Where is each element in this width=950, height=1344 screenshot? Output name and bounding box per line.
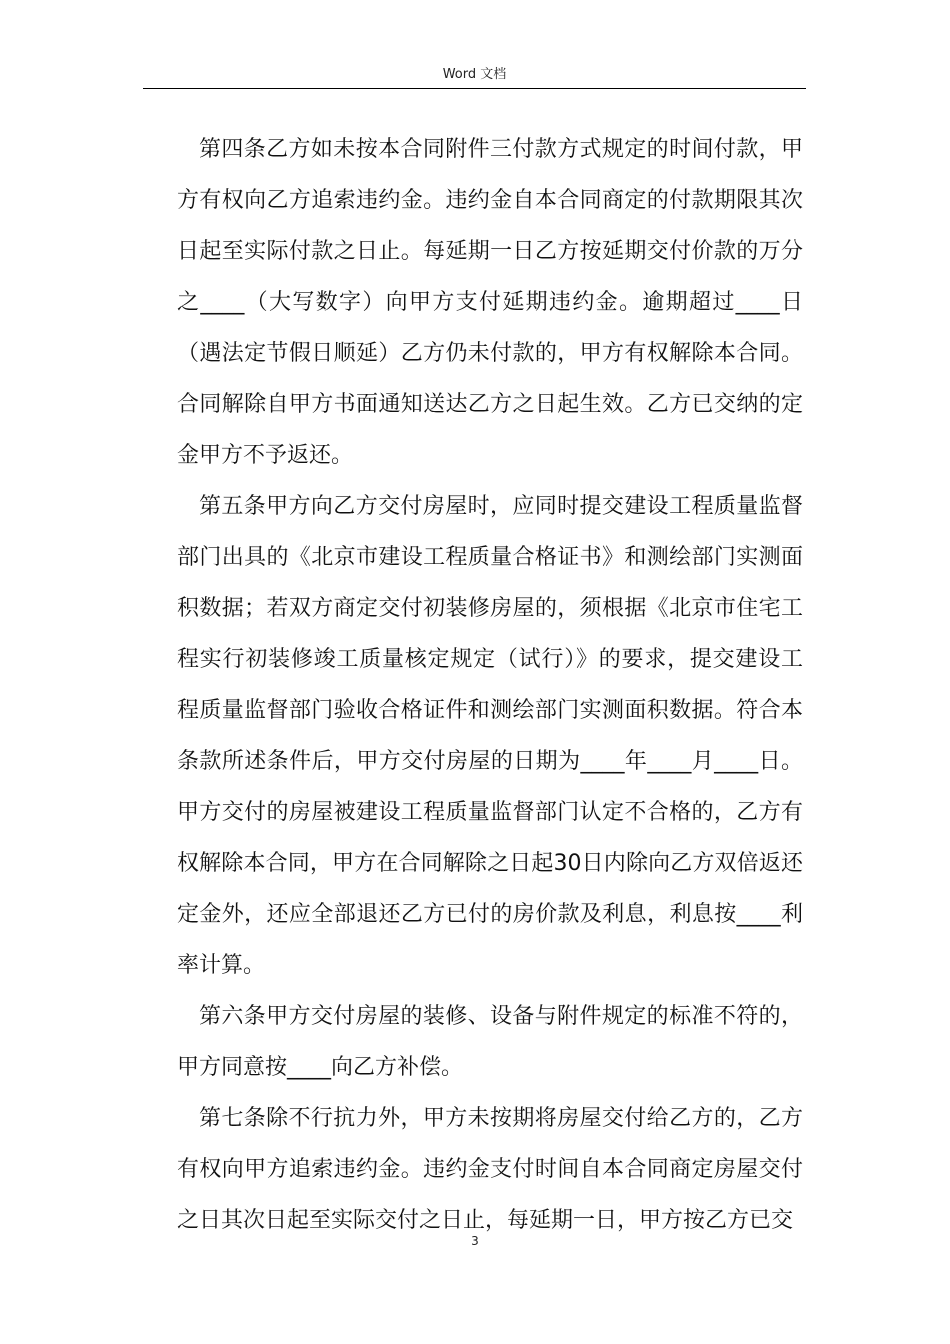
paragraph-article-7: 第七条除不行抗力外，甲方未按期将房屋交付给乙方的，乙方有权向甲方追索违约金。违约金支付时间自本合同商定房屋交付之日其次日起至实际交付之日止，每延期一日，甲方按乙方已交 [177, 1106, 803, 1233]
paragraph-article-4: 第四条乙方如未按本合同附件三付款方式规定的时间付款，甲方有权向乙方追索违约金。违约金自本合同商定的付款期限其次日起至实际付款之日止。每延期一日乙方按延期交付价款的万分之____（大写数字）向甲方支付延期违约金。逾期超过____日（遇法定节假日顺延）乙方仍未付款的，甲方有权解除本合同。合同解除自甲方书面通知送达乙方之日起生效。乙方已交纳的定金甲方不予返还。 [177, 137, 803, 468]
document-body [177, 124, 803, 1246]
header-divider [143, 88, 806, 89]
page-number: 3 [471, 1234, 479, 1248]
paragraph-article-6: 第六条甲方交付房屋的装修、设备与附件规定的标准不符的，甲方同意按____向乙方补偿。 [177, 1004, 803, 1080]
page-header: Word 文档 [442, 67, 507, 82]
paragraph-article-5: 第五条甲方向乙方交付房屋时，应同时提交建设工程质量监督部门出具的《北京市建设工程质量合格证书》和测绘部门实测面积数据；若双方商定交付初装修房屋的，须根据《北京市住宅工程实行初装修竣工质量核定规定（试行）》的要求，提交建设工程质量监督部门验收合格证件和测绘部门实测面积数据。符合本条款所述条件后，甲方交付房屋的日期为____年____月____日。甲方交付的房屋被建设工程质量监督部门认定不合格的，乙方有权解除本合同，甲方在合同解除之日起30日内除向乙方双倍返还定金外，还应全部退还乙方已付的房价款及利息，利息按____利率计算。 [177, 494, 803, 978]
